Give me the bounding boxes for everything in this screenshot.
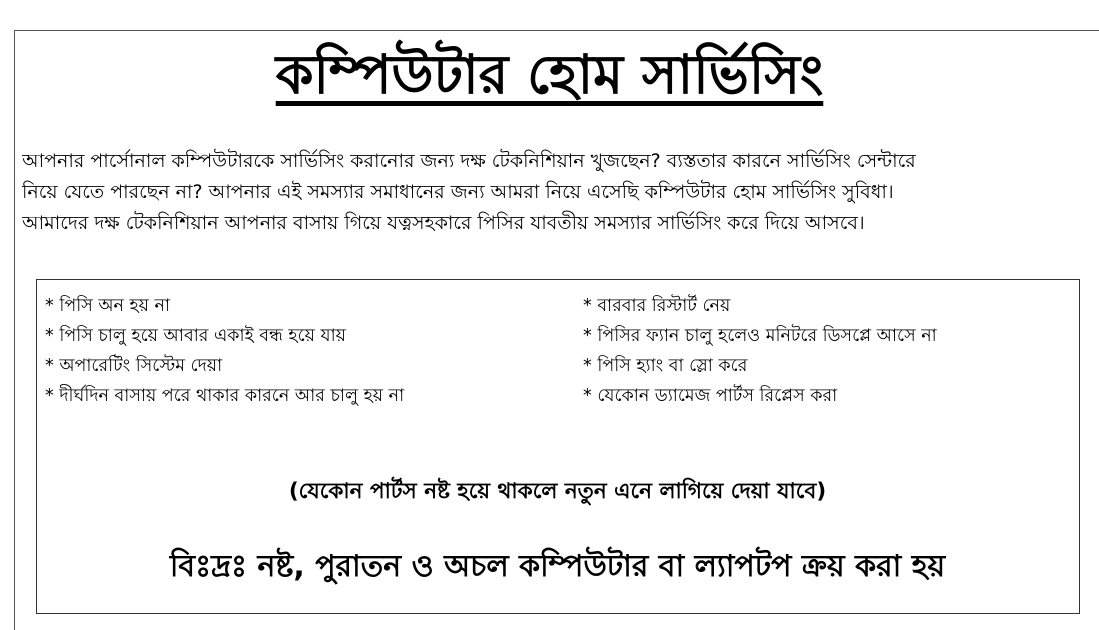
flyer-title-text: কম্পিউটার হোম সার্ভিসিং (275, 43, 824, 106)
intro-line: নিয়ে যেতে পারছেন না? আপনার এই সমস্যার সমাধানের জন্য আমরা নিয়ে এসেছি কম্পিউটার হোম সার্ভিসিং সুবিধা। (22, 181, 894, 203)
intro-line: আপনার পার্সোনাল কম্পিউটারকে সার্ভিসিং করানোর জন্য দক্ষ টেকনিশিয়ান খুজছেন? ব্যস্ততার কারনে সার্ভিসিং সেন্টারে (22, 150, 916, 172)
intro-line: আমাদের দক্ষ টেকনিশিয়ান আপনার বাসায় গিয়ে যত্নসহকারে পিসির যাবতীয় সমস্যার সার্ভিসিং করে দিয়ে আসবে। (22, 212, 865, 234)
service-item: * বারবার রিস্টার্ট নেয় (583, 296, 731, 316)
service-item: * পিসি চালু হয়ে আবার একাই বন্ধ হয়ে যায় (45, 326, 346, 346)
service-item: * পিসির ফ্যান চালু হলেও মনিটরে ডিসপ্লে আসে না (583, 326, 937, 346)
flyer-title (0, 40, 1099, 110)
services-left-column (45, 291, 404, 411)
services-right-column (583, 291, 937, 411)
service-item: * যেকোন ড্যামেজ পার্টস রিপ্লেস করা (583, 386, 838, 406)
parts-note: (যেকোন পার্টস নষ্ট হয়ে থাকলে নতুন এনে লাগিয়ে দেয়া যাবে) (288, 479, 827, 504)
service-item: * দীর্ঘদিন বাসায় পরে থাকার কারনে আর চালু হয় না (45, 386, 405, 406)
service-item: * অপারেটিং সিস্টেম দেয়া (45, 356, 223, 376)
services-box (36, 279, 1080, 614)
purchase-offer: বিঃদ্রঃ নষ্ট, পুরাতন ও অচল কম্পিউটার বা ল্যাপটপ ক্রয় করা হয় (169, 549, 946, 584)
intro-paragraph (22, 146, 1090, 239)
service-item: * পিসি হ্যাং বা স্লো করে (583, 356, 748, 376)
service-item: * পিসি অন হয় না (45, 296, 171, 316)
